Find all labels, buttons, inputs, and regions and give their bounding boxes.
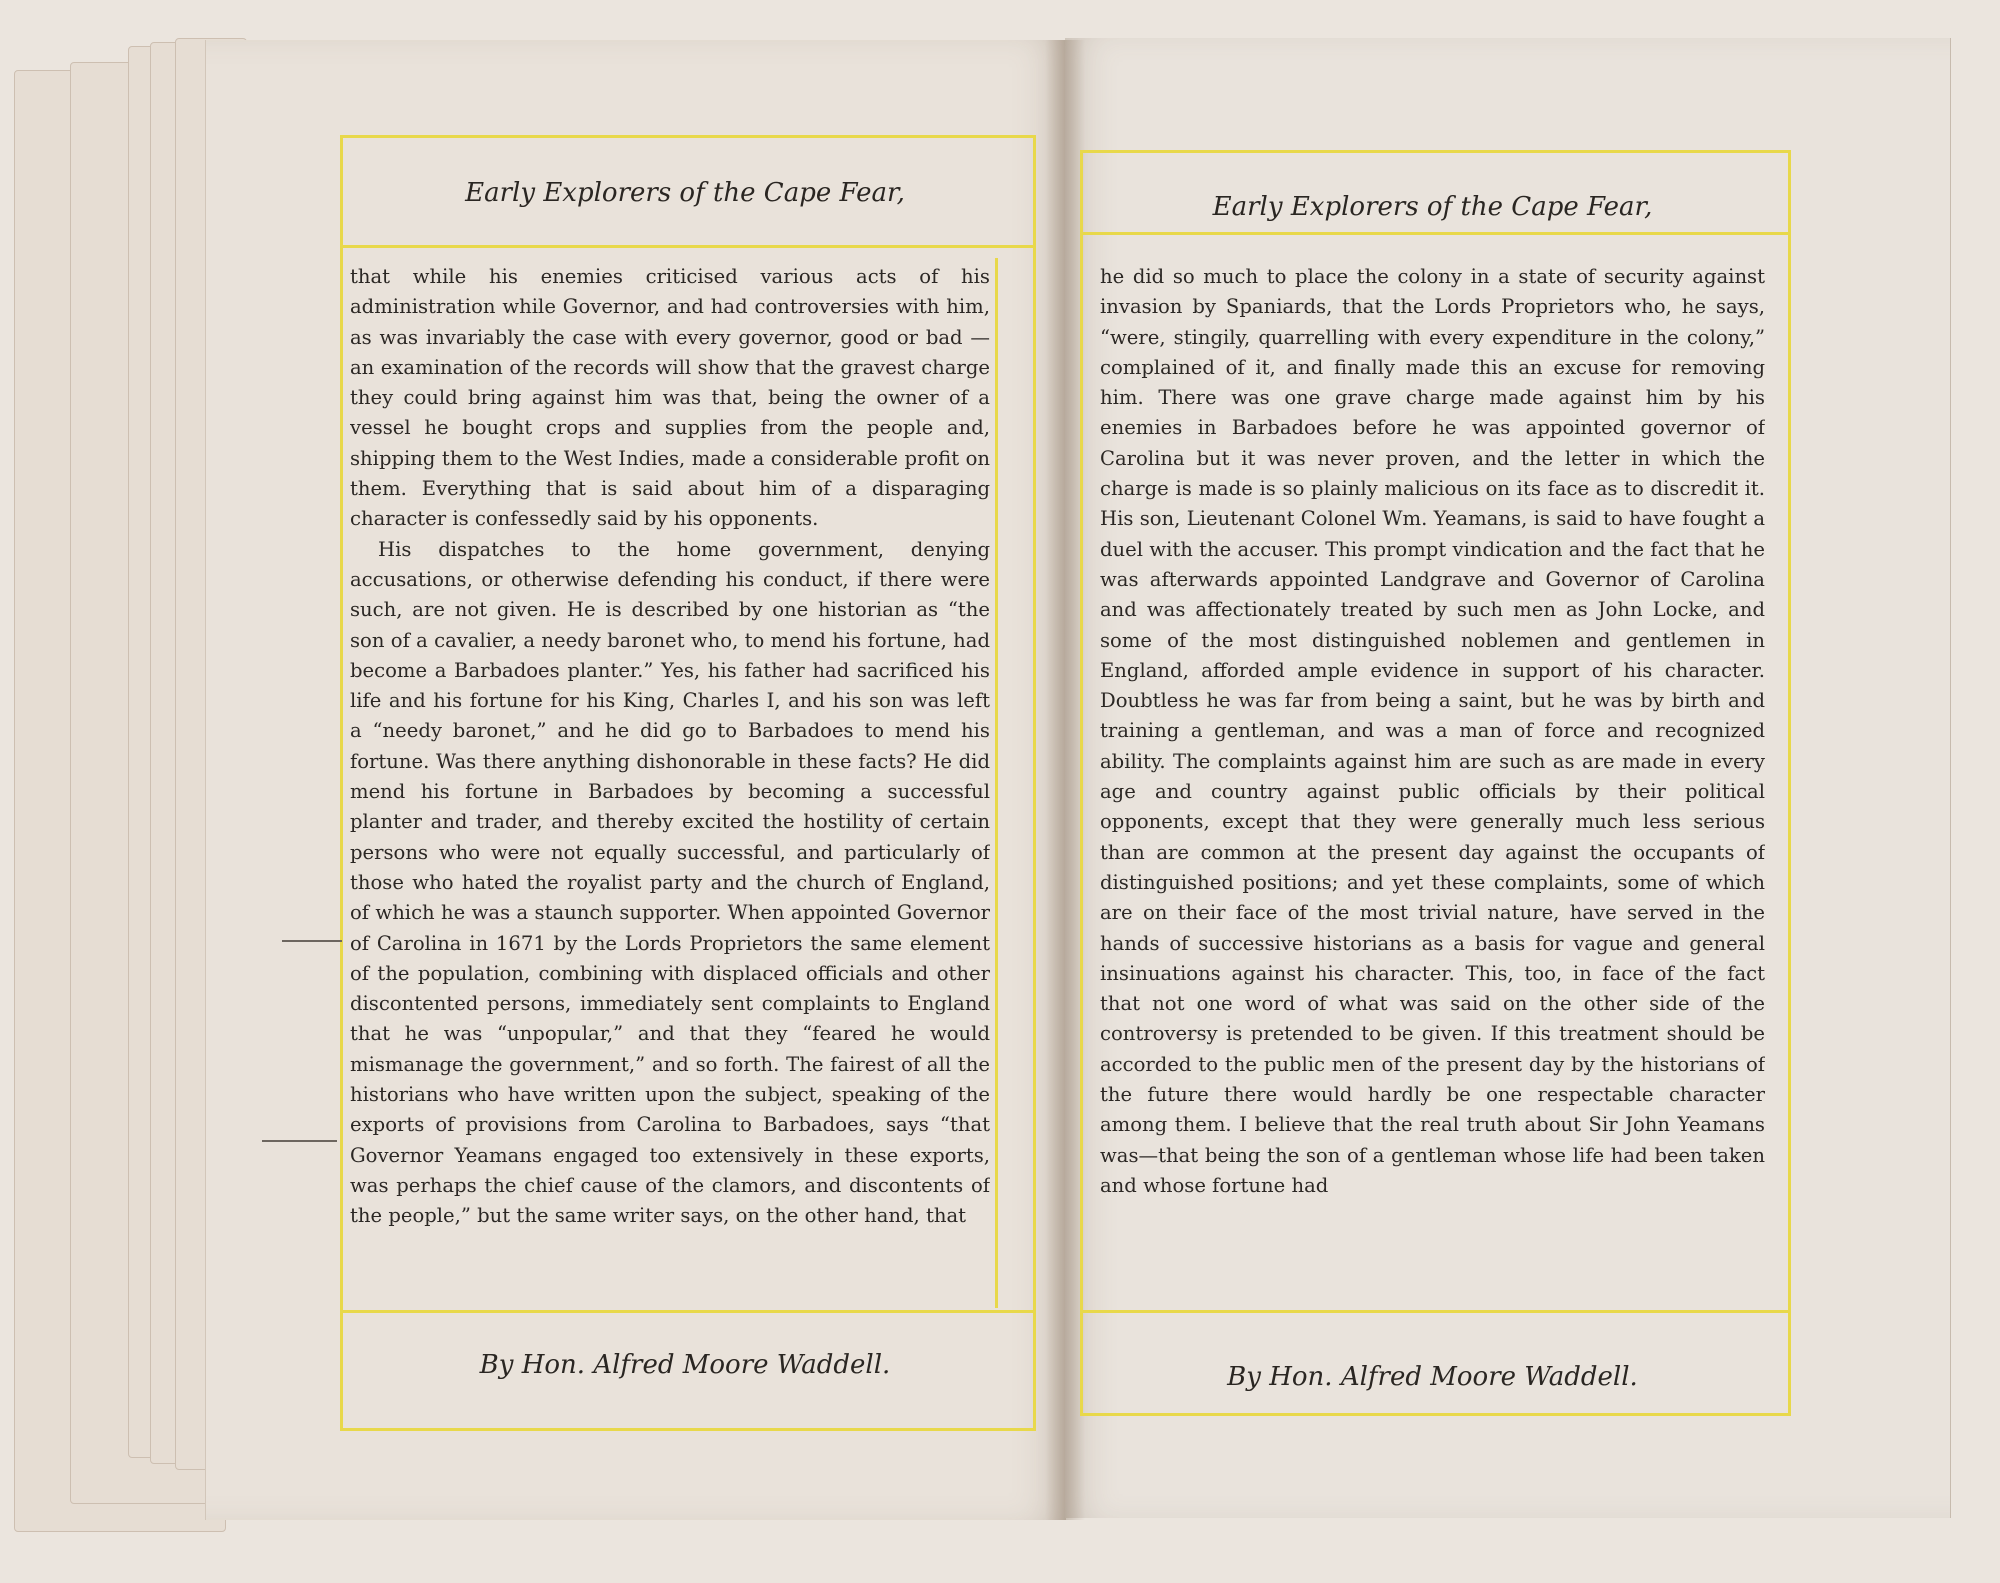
pencil-margin-mark — [262, 1140, 337, 1142]
left-running-footer: By Hon. Alfred Moore Waddell. — [479, 1350, 891, 1380]
right-header-rule — [1083, 232, 1788, 235]
right-body-text — [1100, 262, 1765, 1302]
book-gutter — [1045, 40, 1085, 1520]
right-running-footer: By Hon. Alfred Moore Waddell. — [1227, 1362, 1638, 1392]
pencil-margin-mark — [282, 940, 342, 942]
right-paragraph-1: he did so much to place the colony in a state of security against invasion by Spaniards, that the Lords Proprietors who, he says, “were, stingily, quarrelling with every expenditure in the colony,” complained of it, and finally made this an excuse for removing him. There was one grave charge made against him by his enemies in Barbadoes before he was appointed governor of Carolina but it was never proven, and the letter in which the charge is made is so plainly malicious on its face as to discredit it. His son, Lieutenant Colonel Wm. Yeamans, is said to have fought a duel with the accuser. This prompt vindication and the fact that he was afterwards appointed Landgrave and Governor of Carolina and was affectionately treated by such men as John Locke, and some of the most distinguished noblemen and gentlemen in England, afforded ample evidence in support of his character. Doubtless he was far from being a saint, but he was by birth and training a gentleman, and was a man of force and recognized ability. The complaints against him are such as are made in every age and country against public officials by their political opponents, except that they were generally much less serious than are common at the present day against the occupants of distinguished positions; and yet these complaints, some of which are on their face of the most trivial nature, have served in the hands of successive historians as a basis for vague and general insinuations against his character. This, too, in face of the fact that not one word of what was said on the other side of the controversy is pretended to be given. If this treatment should be accorded to the public men of the present day by the historians of the future there would hardly be one respectable character among them. I believe that the real truth about Sir John Yeamans was—that being the son of a gentleman whose life had been taken and whose fortune had — [1100, 265, 1765, 1197]
left-text-box-frame — [995, 258, 998, 1308]
left-running-header: Early Explorers of the Cape Fear, — [465, 178, 905, 208]
left-body-text — [350, 262, 990, 1302]
right-running-header: Early Explorers of the Cape Fear, — [1212, 192, 1653, 222]
left-header-rule — [343, 245, 1033, 248]
right-footer-rule — [1083, 1310, 1788, 1313]
left-footer-rule — [343, 1310, 1033, 1313]
left-paragraph-1: that while his enemies criticised various acts of his administration while Governor, and had controversies with him, as was invariably the case with every governor, good or bad —an examination of the records will show that the gravest charge they could bring against him was that, being the owner of a vessel he bought crops and supplies from the people and, shipping them to the West Indies, made a considerable profit on them. Everything that is said about him of a disparaging character is confessedly said by his opponents. — [350, 265, 990, 531]
left-paragraph-2: His dispatches to the home government, denying accusations, or otherwise defending his conduct, if there were such, are not given. He is described by one historian as “the son of a cavalier, a needy baronet who, to mend his fortune, had become a Barbadoes planter.” Yes, his father had sacrificed his life and his fortune for his King, Charles I, and his son was left a “needy baronet,” and he did go to Barbadoes to mend his fortune. Was there anything dishonorable in these facts? He did mend his fortune in Barbadoes by becoming a successful planter and trader, and thereby excited the hostility of certain persons who were not equally successful, and particularly of those who hated the royalist party and the church of England, of which he was a staunch supporter. When appointed Governor of Carolina in 1671 by the Lords Proprietors the same element of the population, combining with displaced officials and other discontented persons, immediately sent complaints to England that he was “unpopular,” and that they “feared he would mismanage the government,” and so forth. The fairest of all the historians who have written upon the subject, speaking of the exports of provisions from Carolina to Barbadoes, says “that Governor Yeamans engaged too extensively in these exports, was perhaps the chief cause of the clamors, and discontents of the people,” but the same writer says, on the other hand, that — [350, 537, 990, 1228]
